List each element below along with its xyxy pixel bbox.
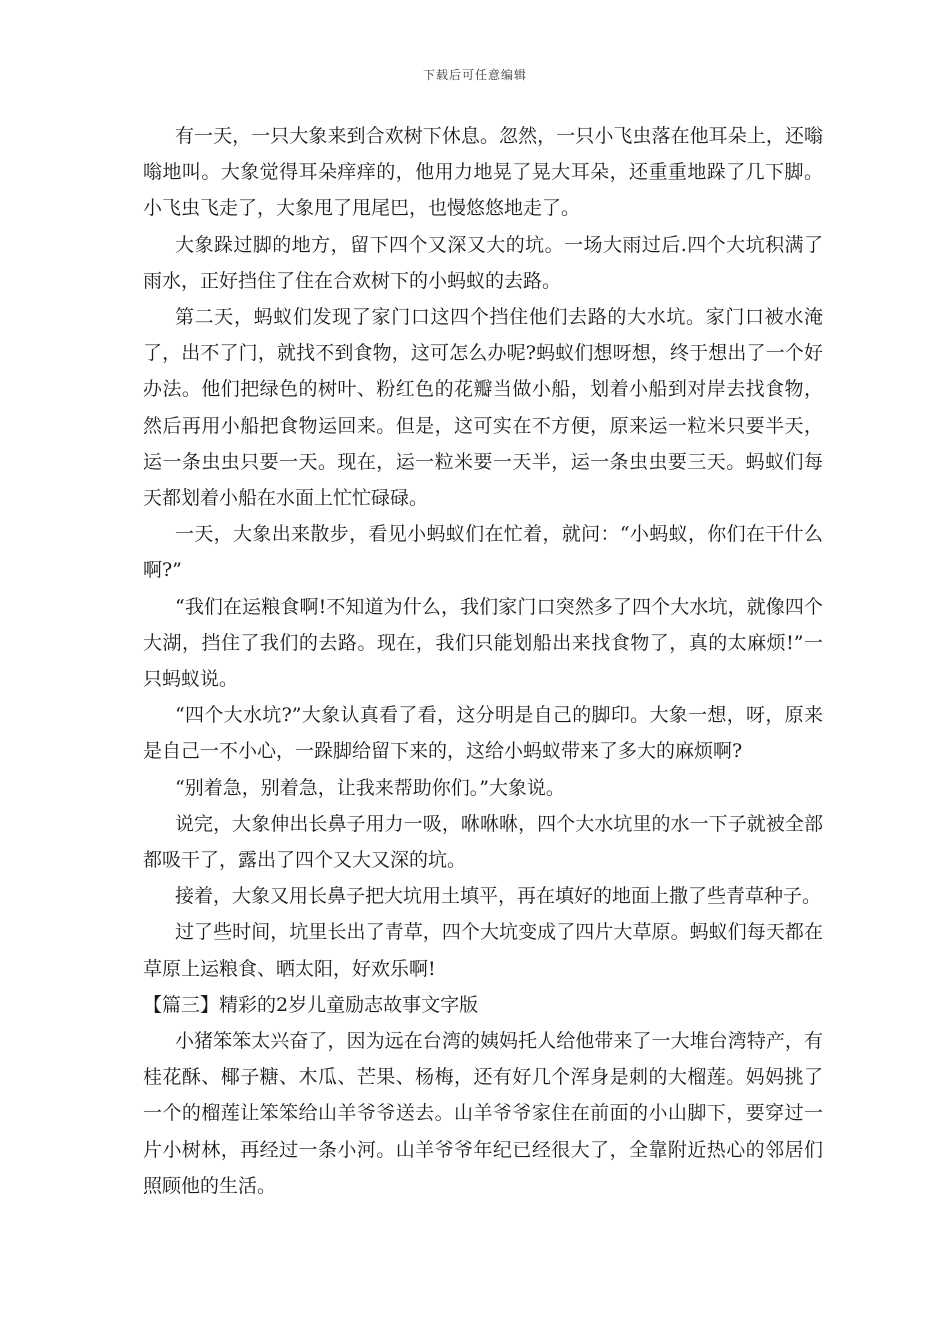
paragraph: 一天，大象出来散步，看见小蚂蚁们在忙着，就问：“小蚂蚁，你们在干什么啊?” <box>143 523 823 582</box>
paragraph: 接着，大象又用长鼻子把大坑用土填平，再在填好的地面上撒了些青草种子。 <box>175 885 822 908</box>
paragraph: 大象跺过脚的地方，留下四个又深又大的坑。一场大雨过后.四个大坑积满了雨水，正好挡住了住在合欢树下的小蚂蚁的去路。 <box>143 233 823 292</box>
paragraph: 过了些时间，坑里长出了青草，四个大坑变成了四片大草原。蚂蚁们每天都在草原上运粮食、晒太阳，好欢乐啊! <box>143 921 823 980</box>
paragraph: “四个大水坑?”大象认真看了看，这分明是自己的脚印。大象一想，呀，原来是自己一不小心，一跺脚给留下来的，这给小蚂蚁带来了多大的麻烦啊? <box>143 704 823 763</box>
page-header: 下载后可任意编辑 <box>422 68 527 82</box>
paragraph: 有一天，一只大象来到合欢树下休息。忽然，一只小飞虫落在他耳朵上，还嗡嗡地叫。大象觉得耳朵痒痒的，他用力地晃了晃大耳朵，还重重地跺了几下脚。小飞虫飞走了，大象甩了甩尾巴，也慢悠悠地走了。 <box>143 125 823 220</box>
section-title: 【篇三】精彩的2岁儿童励志故事文字版 <box>143 993 479 1016</box>
document-body <box>143 118 823 1204</box>
paragraph: “别着急，别着急，让我来帮助你们。”大象说。 <box>175 776 565 799</box>
paragraph: 第二天，蚂蚁们发现了家门口这四个挡住他们去路的大水坑。家门口被水淹了，出不了门，就找不到食物，这可怎么办呢?蚂蚁们想呀想，终于想出了一个好办法。他们把绿色的树叶、粉红色的花瓣当做小船，划着小船到对岸去找食物，然后再用小船把食物运回来。但是，这可实在不方便，原来运一粒米只要半天，运一条虫虫只要一天。现在，运一粒米要一天半，运一条虫虫要三天。蚂蚁们每天都划着小船在水面上忙忙碌碌。 <box>143 306 823 510</box>
paragraph: 小猪笨笨太兴奋了，因为远在台湾的姨妈托人给他带来了一大堆台湾特产，有桂花酥、椰子糖、木瓜、芒果、杨梅，还有好几个浑身是刺的大榴莲。妈妈挑了一个的榴莲让笨笨给山羊爷爷送去。山羊爷爷家住在前面的小山脚下，要穿过一片小树林，再经过一条小河。山羊爷爷年纪已经很大了，全靠附近热心的邻居们照顾他的生活。 <box>143 1030 823 1197</box>
paragraph: “我们在运粮食啊!不知道为什么，我们家门口突然多了四个大水坑，就像四个大湖，挡住了我们的去路。现在，我们只能划船出来找食物了，真的太麻烦!”一只蚂蚁说。 <box>143 595 823 691</box>
paragraph: 说完，大象伸出长鼻子用力一吸，咻咻咻，四个大水坑里的水一下子就被全部都吸干了，露出了四个又大又深的坑。 <box>143 812 823 872</box>
